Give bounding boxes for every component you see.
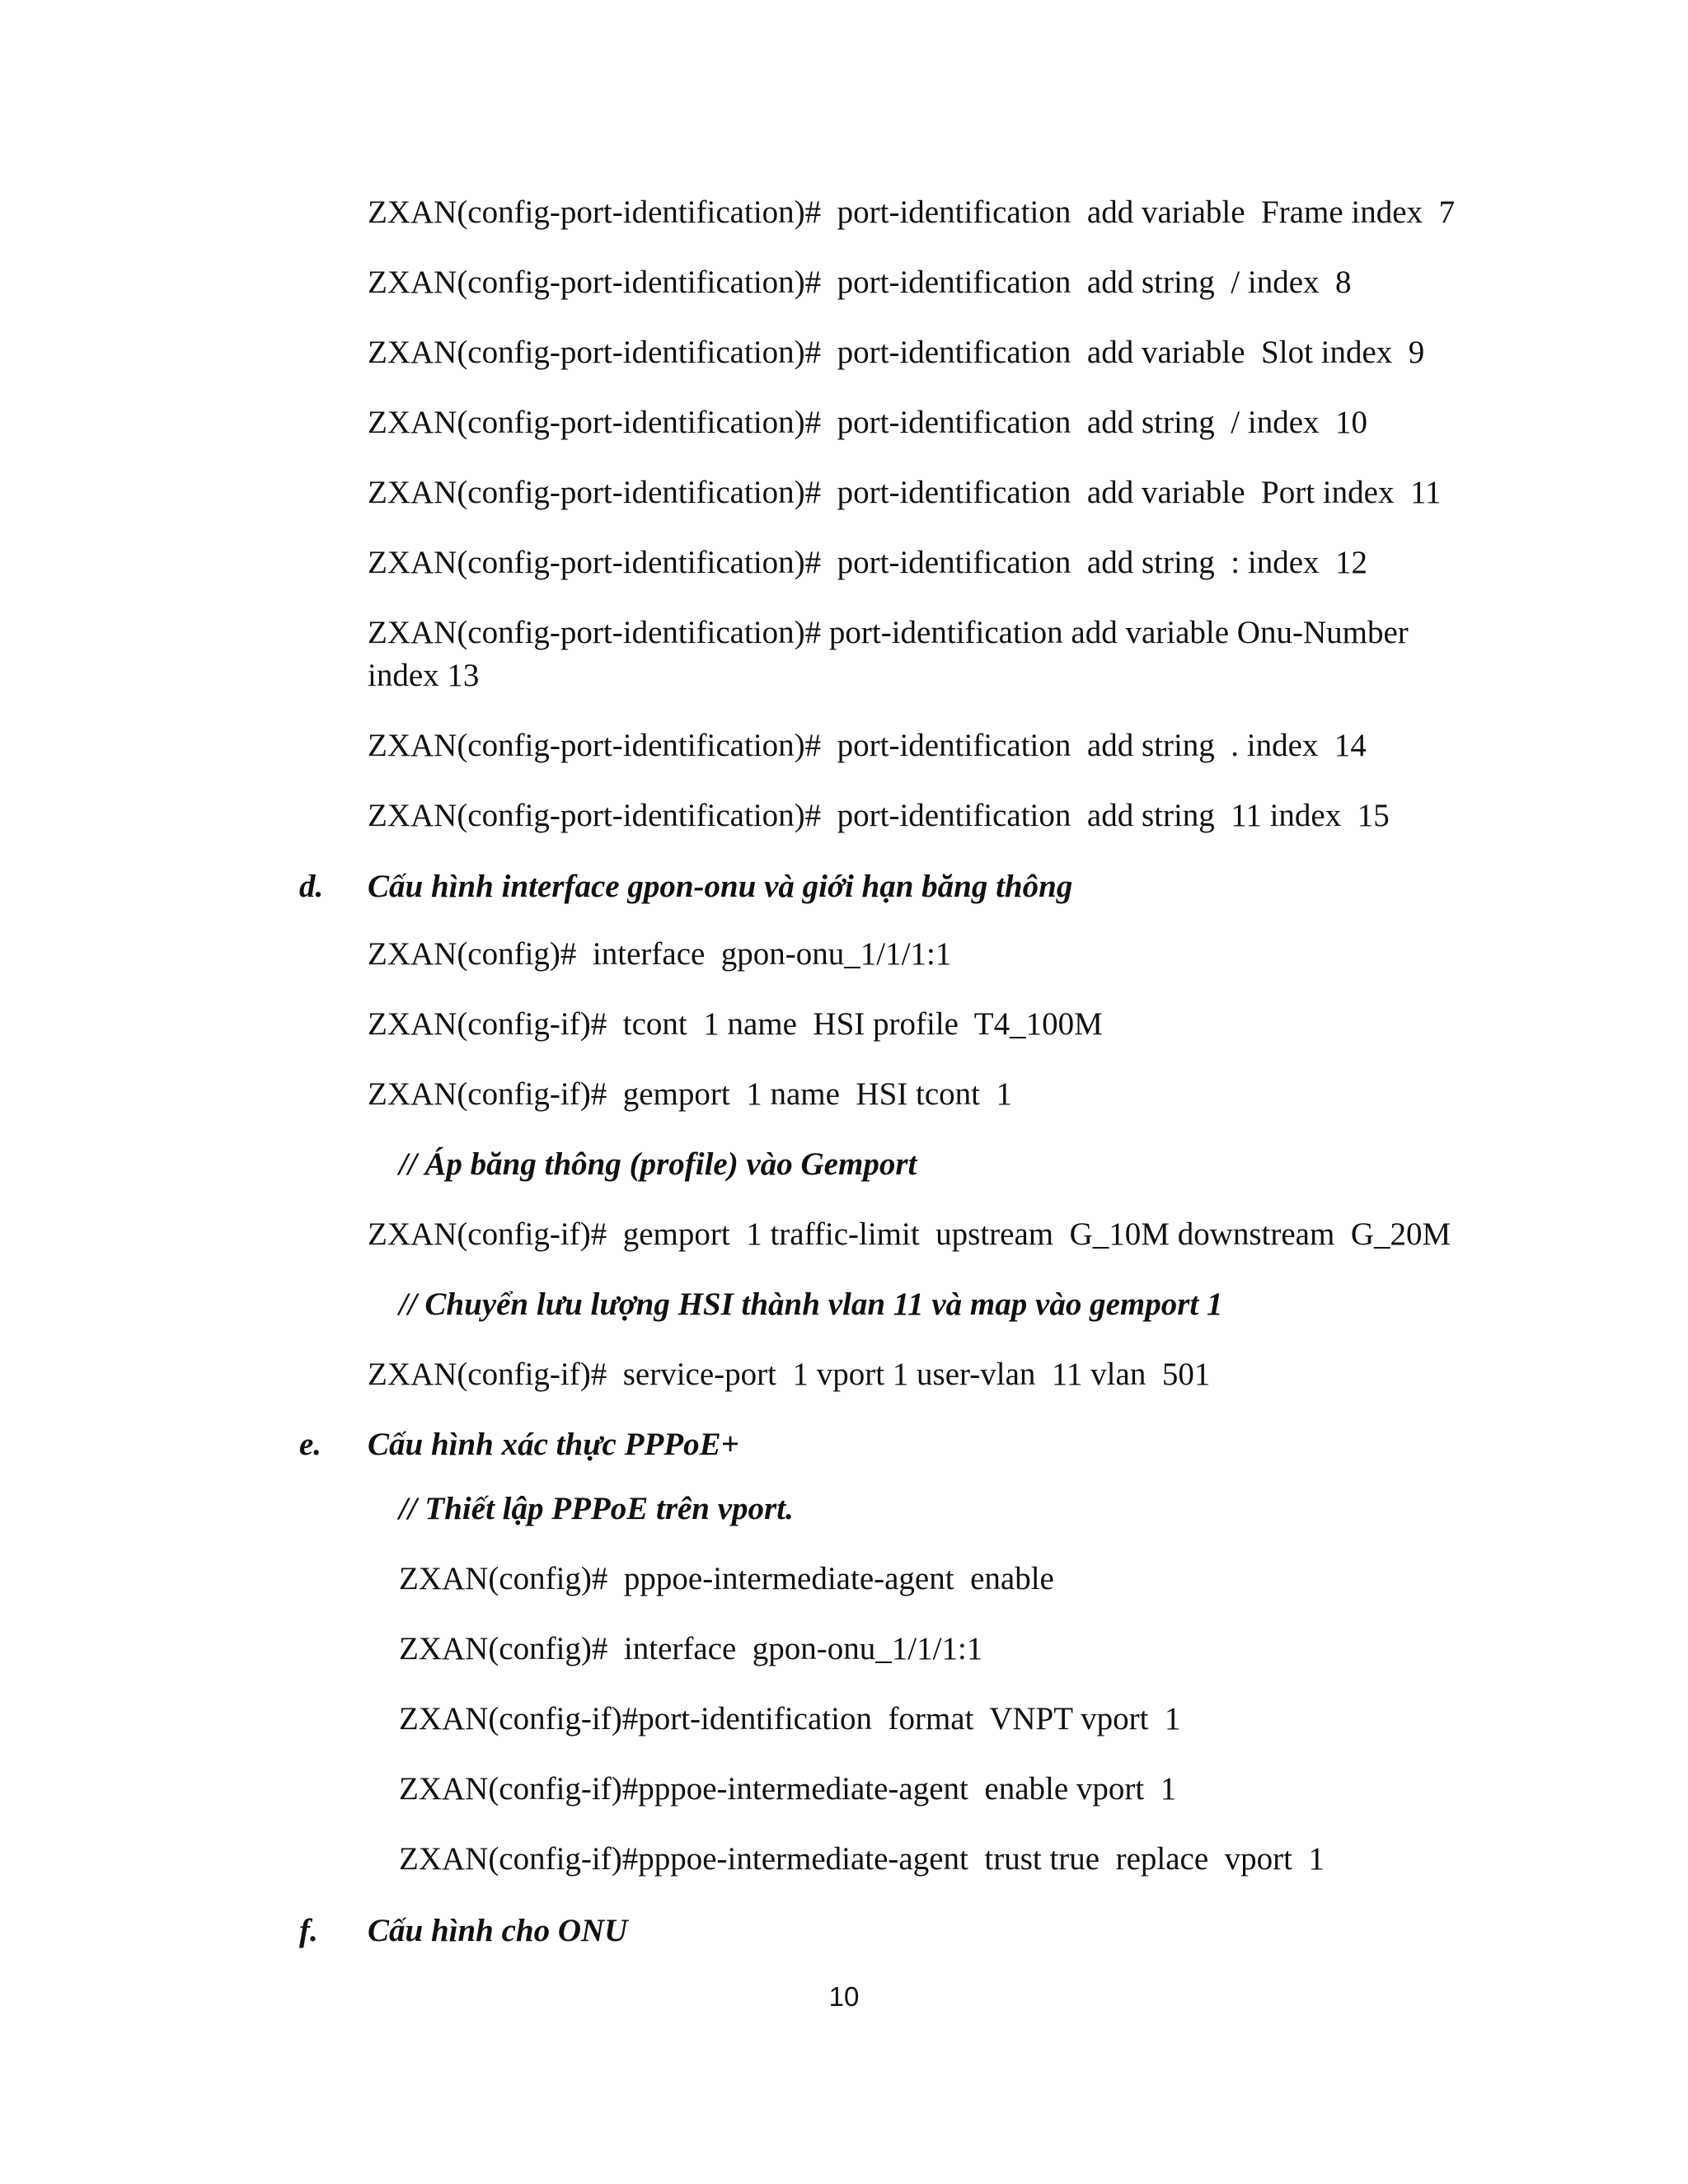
command-line: ZXAN(config-port-identification)# port-identification add string : index 12 [368, 545, 1368, 580]
command-line: ZXAN(config-port-identification)# port-identification add variable Frame index 7 [368, 194, 1456, 230]
command-line: ZXAN(config-if)# gemport 1 name HSI tcont 1 [368, 1076, 1012, 1112]
section-e-heading: Cấu hình xác thực PPPoE+ [368, 1427, 739, 1462]
command-line: ZXAN(config-if)#pppoe-intermediate-agent enable vport 1 [399, 1771, 1177, 1807]
command-line: ZXAN(config-if)# tcont 1 name HSI profile T4_100M [368, 1006, 1103, 1042]
command-line: ZXAN(config-if)#port-identification format VNPT vport 1 [399, 1701, 1181, 1736]
comment-line: // Thiết lập PPPoE trên vport. [399, 1491, 794, 1526]
command-line: ZXAN(config-if)#pppoe-intermediate-agent trust true replace vport 1 [399, 1841, 1325, 1877]
comment-line: // Chuyển lưu lượng HSI thành vlan 11 và map vào gemport 1 [399, 1286, 1223, 1322]
command-line: ZXAN(config-port-identification)# port-identification add string . index 14 [368, 728, 1367, 763]
command-line: ZXAN(config-if)# service-port 1 vport 1 user-vlan 11 vlan 501 [368, 1357, 1211, 1392]
comment-line: // Áp băng thông (profile) vào Gemport [399, 1146, 917, 1182]
command-line: ZXAN(config)# interface gpon-onu_1/1/1:1 [368, 936, 952, 972]
command-line: ZXAN(config-port-identification)# port-identification add variable Slot index 9 [368, 335, 1425, 370]
command-line: ZXAN(config-port-identification)# port-identification add string 11 index 15 [368, 798, 1390, 833]
section-d-heading: Cấu hình interface gpon-onu và giới hạn băng thông [368, 869, 1073, 904]
command-line: ZXAN(config-port-identification)# port-identification add string / index 10 [368, 405, 1368, 440]
section-e-letter: e. [299, 1427, 322, 1462]
command-line: ZXAN(config-port-identification)# port-identification add variable Onu-Number index 13 [368, 615, 1409, 693]
command-line: ZXAN(config-port-identification)# port-identification add variable Port index 11 [368, 475, 1442, 510]
section-f-letter: f. [299, 1913, 318, 1948]
command-line: ZXAN(config)# pppoe-intermediate-agent enable [399, 1561, 1054, 1596]
section-d-letter: d. [299, 869, 324, 904]
command-line: ZXAN(config-port-identification)# port-identification add string / index 8 [368, 265, 1352, 300]
section-f-heading: Cấu hình cho ONU [368, 1913, 628, 1948]
command-line: ZXAN(config-if)# gemport 1 traffic-limit upstream G_10M downstream G_20M [368, 1216, 1451, 1252]
command-line: ZXAN(config)# interface gpon-onu_1/1/1:1 [399, 1631, 983, 1666]
page-number: 10 [828, 1981, 860, 2012]
